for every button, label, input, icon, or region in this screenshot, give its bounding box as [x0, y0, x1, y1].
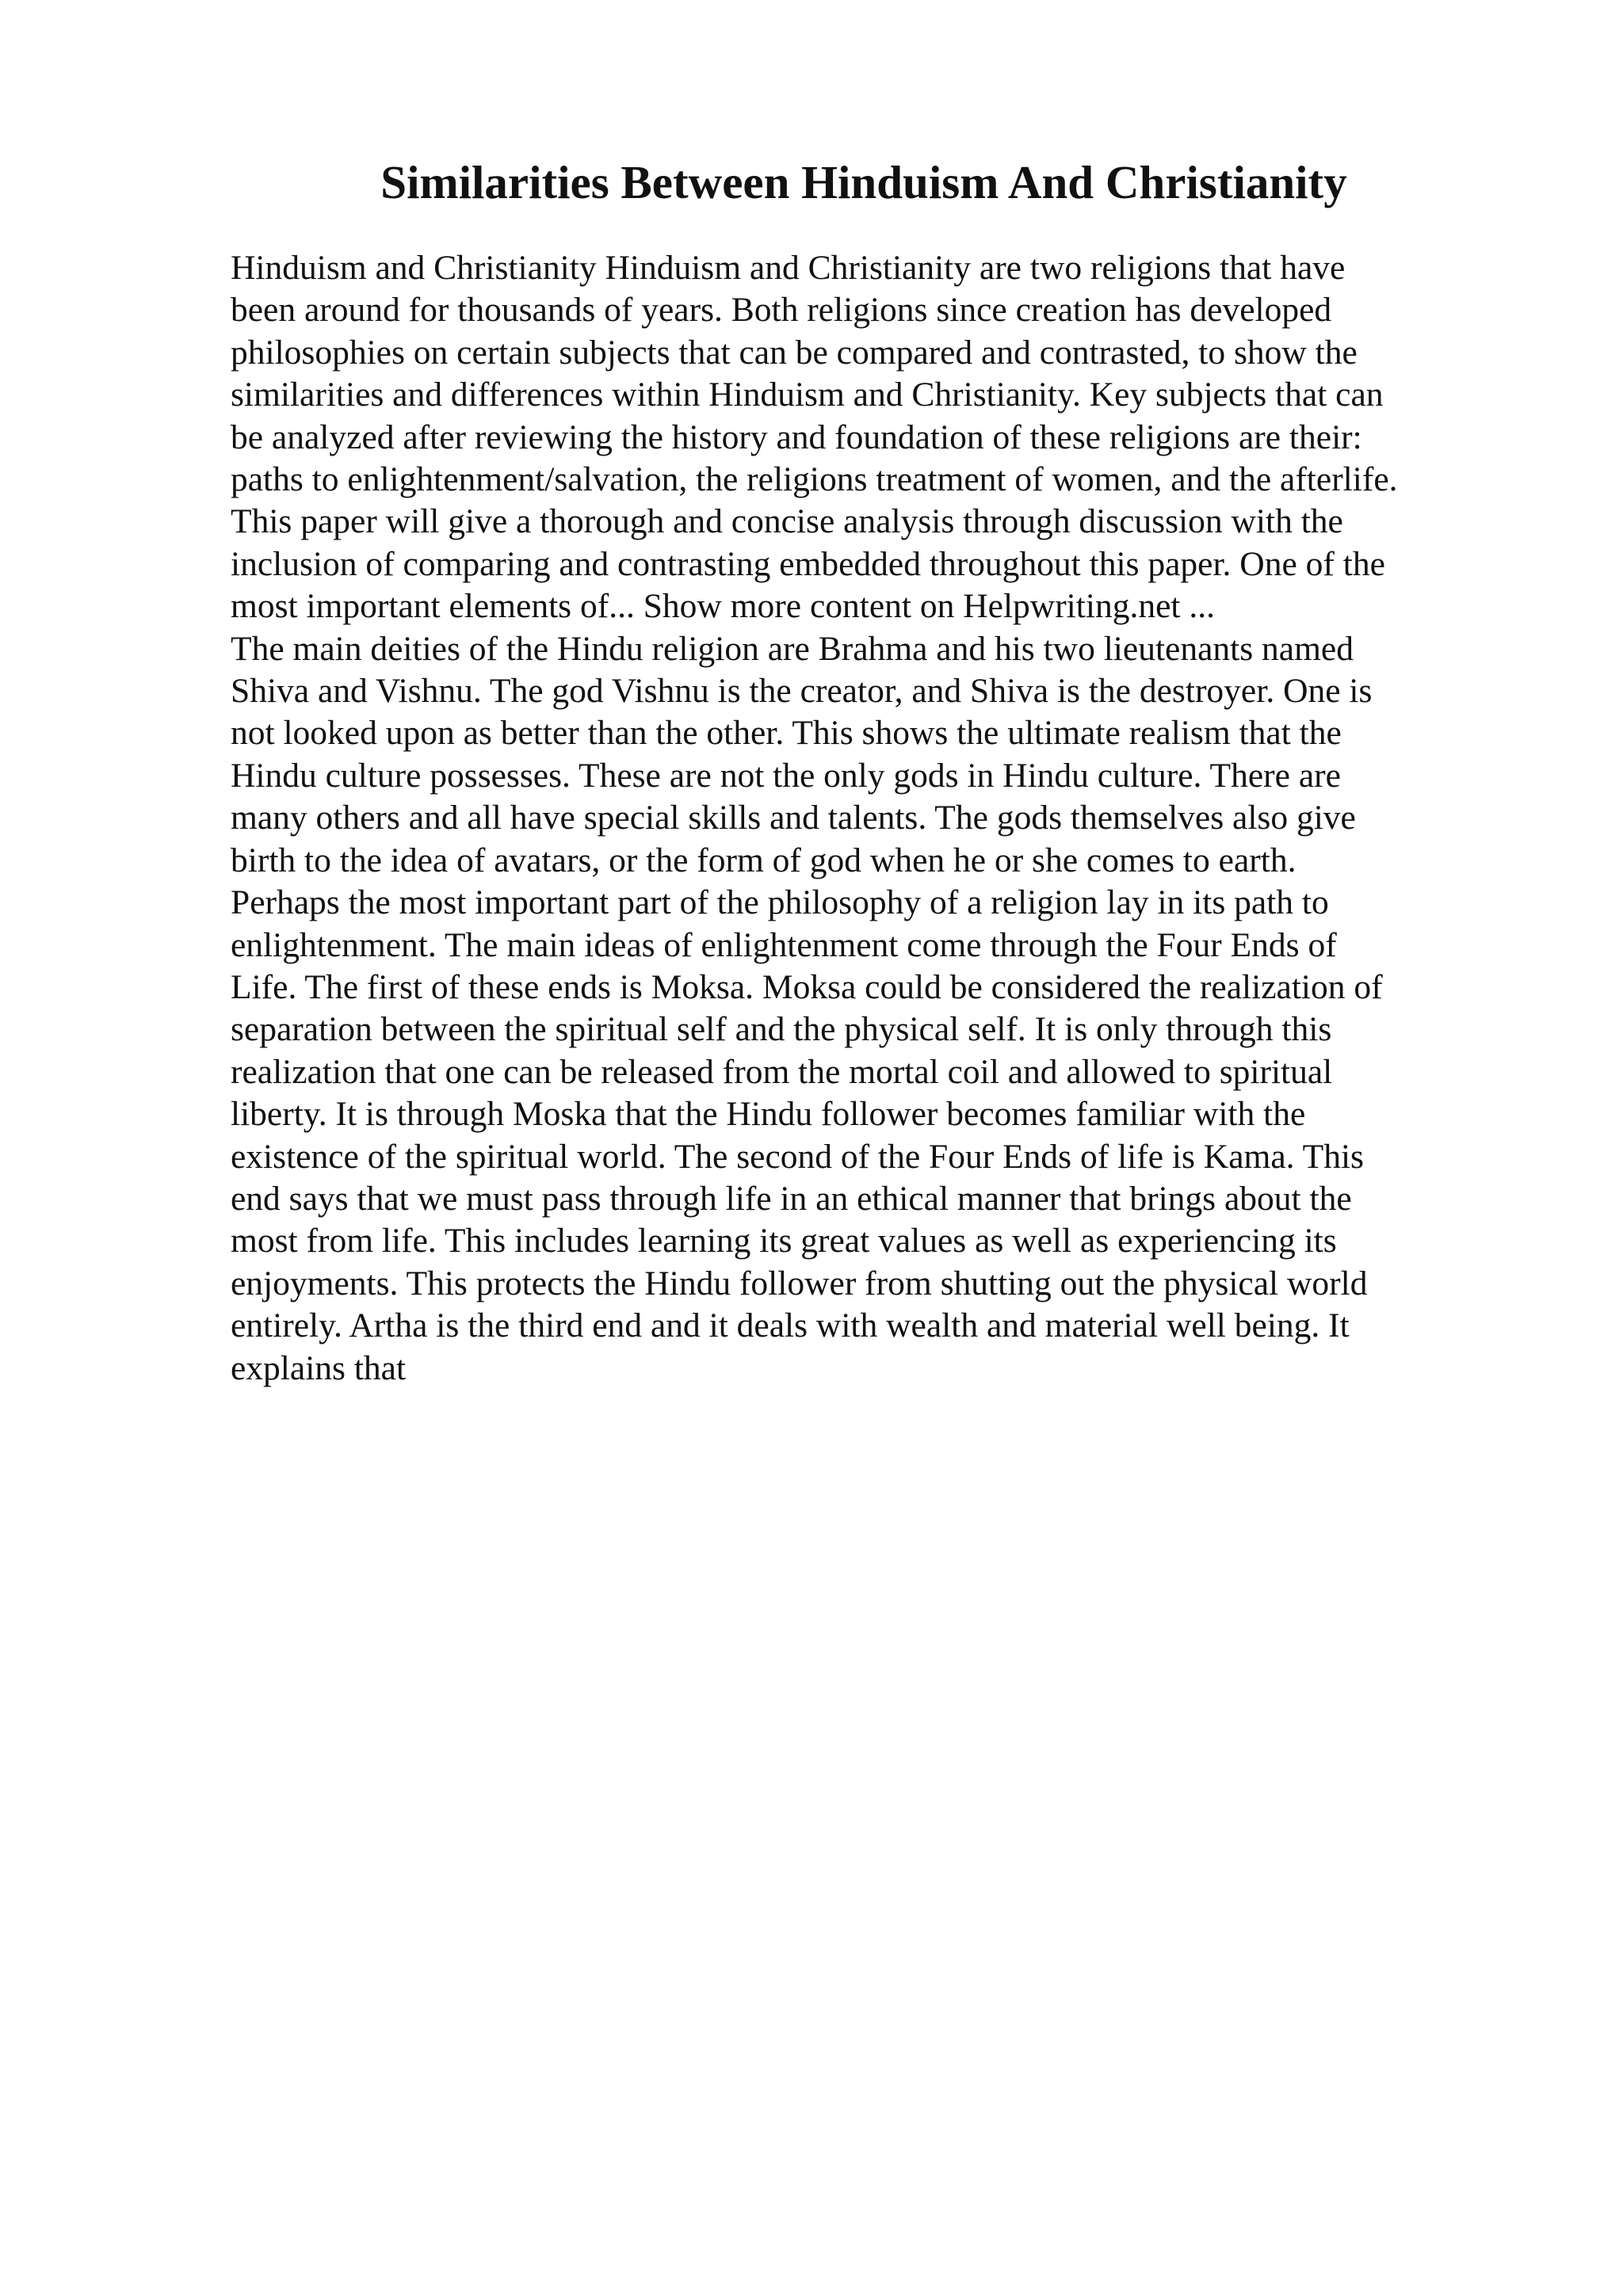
body-line: Hindu culture possesses. These are not the only gods in Hindu culture. There are [231, 756, 1341, 795]
body-line: existence of the spiritual world. The second of the Four Ends of life is Kama. This [231, 1137, 1364, 1176]
body-line: The main deities of the Hindu religion are Brahma and his two lieutenants named [231, 629, 1354, 668]
document-body [231, 247, 1578, 1390]
body-line: similarities and differences within Hinduism and Christianity. Key subjects that can [231, 376, 1384, 414]
body-line: many others and all have special skills and talents. The gods themselves also give [231, 799, 1356, 837]
body-line: entirely. Artha is the third end and it deals with wealth and material well being. It [231, 1306, 1350, 1345]
body-line: realization that one can be released from the mortal coil and allowed to spiritual [231, 1052, 1333, 1091]
body-line: explains that [231, 1348, 407, 1387]
body-line: end says that we must pass through life in an ethical manner that brings about the [231, 1179, 1352, 1218]
body-line: not looked upon as better than the other. This shows the ultimate realism that the [231, 714, 1342, 753]
body-line: most from life. This includes learning its great values as well as experiencing its [231, 1222, 1337, 1261]
body-line: birth to the idea of avatars, or the form of god when he or she comes to earth. [231, 841, 1296, 879]
body-line: Shiva and Vishnu. The god Vishnu is the creator, and Shiva is the destroyer. One is [231, 672, 1373, 711]
body-line: This paper will give a thorough and concise analysis through discussion with the [231, 502, 1343, 541]
body-line: philosophies on certain subjects that can be compared and contrasted, to show the [231, 333, 1358, 372]
body-line: liberty. It is through Moska that the Hindu follower becomes familiar with the [231, 1095, 1306, 1134]
body-line: paths to enlightenment/salvation, the religions treatment of women, and the afterlife. [231, 460, 1398, 499]
body-line: separation between the spiritual self and the physical self. It is only through this [231, 1010, 1332, 1049]
body-line: Hinduism and Christianity Hinduism and Christianity are two religions that have [231, 249, 1346, 287]
body-line: Life. The first of these ends is Moksa. Moksa could be considered the realization of [231, 967, 1383, 1006]
body-line: enjoyments. This protects the Hindu follower from shutting out the physical world [231, 1264, 1368, 1302]
body-line: be analyzed after reviewing the history and foundation of these religions are their: [231, 418, 1362, 456]
body-line: Perhaps the most important part of the philosophy of a religion lay in its path to [231, 883, 1329, 922]
body-line: enlightenment. The main ideas of enlightenment come through the Four Ends of [231, 925, 1337, 964]
body-line: inclusion of comparing and contrasting embedded throughout this paper. One of the [231, 544, 1385, 583]
document-title: Similarities Between Hinduism And Christianity [380, 156, 1347, 208]
body-line: most important elements of... Show more content on Helpwriting.net ... [231, 587, 1215, 626]
body-line: been around for thousands of years. Both religions since creation has developed [231, 291, 1332, 330]
